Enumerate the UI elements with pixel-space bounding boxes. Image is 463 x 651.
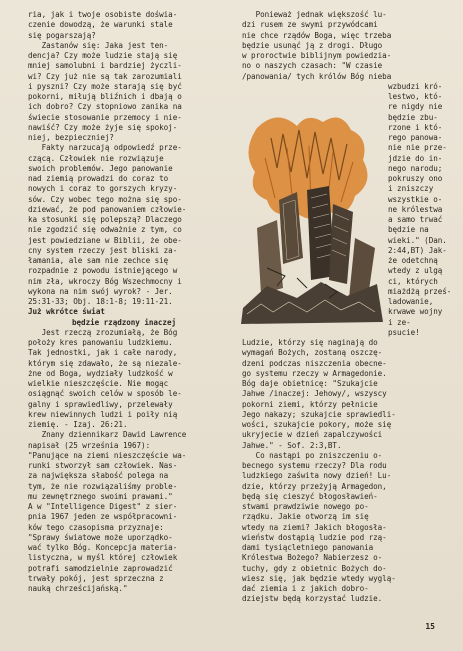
- collapsing-buildings-illustration: [237, 108, 385, 328]
- right_column_wrap-line: ci, których: [388, 276, 438, 286]
- right_column_wrap-line: krwawe wojny: [388, 307, 443, 317]
- right_column_wrap-line: pokruszy ono: [388, 174, 443, 183]
- left_column_2-line: mu zewnętrznego swoimi prawami.": [28, 491, 173, 501]
- left_column-line: ich dobro? Czy stopniowo zanika na: [28, 102, 182, 112]
- left_column_2-line: ków tego czasopisma przyznaje:: [28, 522, 164, 532]
- left_column-line: nowych i coraz to gorszych kryzy-: [28, 184, 178, 194]
- left_column-line: mniej samolubni i bardziej życzli-: [28, 61, 182, 71]
- left_column_2-line: osiągnąć swoich celów w sposób le-: [28, 389, 182, 399]
- left_column-line: się pogarszają?: [28, 30, 96, 40]
- section-heading: będzie rządzony inaczej: [72, 317, 177, 327]
- left_column_2-line: wać tylko Bóg. Koncepcja materia-: [28, 543, 178, 552]
- left_column-line: dencja? Czy może ludzie stają się: [28, 51, 178, 60]
- right_column_top-line: /panowania/ tych królów Bóg nieba: [242, 71, 392, 81]
- left_column-line: pokorni, miłują bliźnich i dbają o: [28, 92, 182, 101]
- left_column-line: i pyszni? Czy może starają się być: [28, 81, 182, 91]
- right_column_bottom-line: becnego systemu rzeczy? Dla rodu: [242, 461, 387, 470]
- left_column-line: cny system rzeczy jest bliski za-: [28, 245, 178, 255]
- right_column_top-line: dzi rusem ze swymi przywódcami: [242, 20, 378, 30]
- left_column_2-line: położy kres panowaniu ludzkiemu.: [28, 338, 173, 347]
- right_column_wrap-line: wtedy z ulgą: [388, 266, 443, 276]
- right_column_wrap-line: rego panowa-: [388, 133, 443, 142]
- right_column_wrap-line: a samo trwać: [388, 215, 443, 224]
- left_column-line: wi? Czy już nie są tak zarozumiali: [28, 71, 182, 81]
- left_column-line: niej, bezpieczniej?: [28, 133, 114, 142]
- left_column_2-line: żne od Boga, wydziały ludzkość w: [28, 368, 173, 378]
- right_column_wrap-line: i ze-: [388, 317, 411, 327]
- right_column_wrap-line: 2:44,BT) Jak-: [388, 245, 447, 255]
- right_column_bottom-line: dać ziemia i z jakich dobro-: [242, 584, 369, 593]
- right_column_bottom-line: ukryjecie w dzień zapalczywości: [242, 430, 383, 440]
- right_column_wrap-line: wszystkie o-: [388, 194, 443, 204]
- left_column_2-line: potrafi samodzielnie zaprowadzić: [28, 563, 173, 573]
- right_column_wrap-line: psucie!: [388, 327, 420, 337]
- left_column-line: łamania, ale sam nie zechce się: [28, 256, 169, 265]
- right_column_bottom-line: będą się cieszyć błogosławień-: [242, 491, 378, 501]
- right_column_wrap-line: ladowanie,: [388, 297, 434, 306]
- right_column_bottom-line: wieństw dostąpią ludzie pod rzą-: [242, 532, 387, 542]
- left_column_2-line: nauką chrześcijańską.": [28, 584, 128, 593]
- right_column_wrap-line: ne królestwa: [388, 204, 443, 214]
- left_column_2-line: którym się zdawało, że są niezale-: [28, 358, 182, 368]
- right_column_bottom-line: rządku. Jakie otworzą im się: [242, 512, 369, 522]
- left_column-line: swoich problemów. Jego panowanie: [28, 163, 173, 173]
- left_column_2-line: tym, że nie rozwiązaliśmy proble-: [28, 481, 178, 491]
- left_column_2-line: Tak jednostki, jak i całe narody,: [28, 348, 178, 358]
- right_column_top-line: nie chce rządów Boga, więc trzeba: [242, 30, 392, 40]
- right_column_wrap-line: miażdżą prześ-: [388, 286, 452, 296]
- page-number: 15: [425, 622, 435, 631]
- left_column-line: świecie stosowanie przemocy i nie-: [28, 112, 182, 122]
- left_column-line: nie zgodzić się odważnie z tym, co: [28, 225, 182, 235]
- right_column_wrap-line: wieki." (Dan.: [388, 235, 447, 245]
- right_column_wrap-line: lestwo, któ-: [388, 92, 443, 101]
- left-column: [28, 10, 233, 594]
- left_column_2-line: Znany dziennikarz Dawid Lawrence: [28, 430, 187, 440]
- right_column_top-line: Ponieważ jednak większość lu-: [242, 10, 387, 19]
- right_column_wrap-line: i zniszczy: [388, 184, 434, 194]
- right_column_bottom-line: tuchy, gdy z obietnic Bożych do-: [242, 563, 387, 573]
- left_column-line: ka stosunki się polepszą? Dlaczego: [28, 215, 182, 224]
- right_column_bottom-line: dzeni podczas niszczenia obecne-: [242, 358, 387, 368]
- left_column-line: Fakty narzucają odpowiedź prze-: [28, 143, 182, 153]
- left_column-line: 25:31-33; Obj. 18:1-8; 19:11-21.: [28, 297, 173, 306]
- right_column_bottom-line: Jahwe." - Sof. 2:3,BT.: [242, 440, 342, 450]
- left_column_2-line: galny i sprawiedliwy, przelewały: [28, 399, 173, 409]
- left_column-line: wykona na nim swój wyrok? - Jer.: [28, 286, 173, 296]
- left_column-line: nawiść? Czy może żyje się spokoj-: [28, 122, 178, 132]
- left_column_2-line: krew niewinnych ludzi i poiły nią: [28, 409, 178, 419]
- right_column_top-line: no o naszych czasach: "W czasie: [242, 61, 383, 71]
- right_column_bottom-line: Co nastąpi po zniszczeniu o-: [242, 450, 383, 460]
- right_column_bottom-line: go systemu rzeczy w Armagedonie.: [242, 368, 387, 378]
- right_column_top-line: w proroctwie biblijnym powiedzia-: [242, 51, 392, 60]
- right_column_bottom-line: wymagań Bożych, zostaną oszczę-: [242, 348, 383, 358]
- left_column_2-line: "Panujące na ziemi nieszczęście wa-: [28, 450, 187, 460]
- left_column_2-line: napisał (25 września 1967):: [28, 440, 151, 450]
- right_column_wrap-line: nie nie prze-: [388, 143, 447, 153]
- left_column-line: nim zła, wkroczy Bóg Wszechmocny i: [28, 276, 182, 286]
- right_column_wrap-line: re nigdy nie: [388, 102, 443, 112]
- right_column_bottom-line: dami tysiącletniego panowania: [242, 543, 374, 552]
- left_column_2-line: ziemię. - Izaj. 26:21.: [28, 420, 128, 429]
- left_column_2-line: trwały pokój, jest sprzeczna z: [28, 573, 164, 583]
- left_column_2-line: wielkie nieszczęście. Nie mogąc: [28, 379, 169, 388]
- left_column_2-line: pnia 1967 jeden ze współpracowni-: [28, 512, 178, 522]
- right_column_wrap-line: że odetchną: [388, 256, 438, 265]
- left_column-line: rozpadnie z powodu istniejącego w: [28, 266, 178, 276]
- left_column-line: ria, jak i twoje osobiste doświa-: [28, 10, 178, 19]
- left_column-line: nad ziemią prowadzi do coraz to: [28, 174, 169, 183]
- right_column_bottom-line: Bóg daje obietnicę: "Szukajcie: [242, 379, 378, 388]
- left_column_2-line: A w "Intelligence Digest" z sier-: [28, 502, 178, 511]
- right_column_bottom-line: Jego nakazy; szukajcie sprawiedli-: [242, 409, 396, 419]
- left_column_2-line: Jest rzeczą zrozumiałą, że Bóg: [28, 327, 178, 337]
- right_column_bottom-line: stwami prawdziwie nowego po-: [242, 502, 369, 511]
- section-heading: Już wkrótce świat: [28, 307, 105, 317]
- right_column_bottom-line: ludzkiego zaświta nowy dzień! Lu-: [242, 471, 392, 481]
- left_column_2-line: listyczna, w myśl której człowiek: [28, 553, 178, 563]
- left_column-line: jest powiedziane w Biblii, że obe-: [28, 235, 182, 245]
- right_column_bottom-line: wości, szukajcie pokory, może się: [242, 420, 392, 429]
- right_column_bottom-line: Jahwe /inaczej: Jehowy/, wszyscy: [242, 389, 387, 399]
- left_column_2-line: runki stworzył sam człowiek. Nas-: [28, 461, 178, 470]
- left_column-line: czenie dowodzą, że warunki stale: [28, 20, 173, 30]
- left_column-line: czącą. Człowiek nie rozwiązuje: [28, 153, 164, 163]
- right_column_wrap-line: wzbudzi kró-: [388, 81, 443, 91]
- left_column_2-line: za największa słabość polega na: [28, 471, 169, 481]
- right_column_bottom-line: wiesz się, jak będzie wtedy wyglą-: [242, 573, 396, 583]
- right_column_bottom-line: Ludzie, którzy się naginają do: [242, 338, 378, 347]
- right_column_wrap-line: będzie na: [388, 225, 429, 235]
- right_column_top-line: będzie usunąć ją z drogi. Długo: [242, 40, 383, 50]
- left_column_2-line: "Sprawy światowe może uporządko-: [28, 532, 173, 542]
- right_column_wrap-line: rzone i któ-: [388, 122, 443, 132]
- right_column_wrap-line: będzie zbu-: [388, 112, 438, 122]
- left_column-line: Zastanów się: Jaka jest ten-: [28, 40, 169, 50]
- right_column_bottom-line: pokorni ziemi, którzy pełnicie: [242, 399, 378, 409]
- left_column-line: sów. Czy wobec tego można się spo-: [28, 194, 182, 204]
- right_column_bottom-line: wtedy na ziemi? Jakich błogosła-: [242, 522, 387, 532]
- right_column_wrap-line: nego narodu;: [388, 163, 443, 173]
- right_column_bottom-line: dzie, którzy przeżyją Armagedon,: [242, 481, 387, 491]
- left_column-line: dziewać, że pod panowaniem człowie-: [28, 204, 187, 214]
- right_column_wrap-line: jdzie do in-: [388, 153, 443, 163]
- right_column_bottom-line: dziejstw będą korzystać ludzie.: [242, 594, 383, 604]
- right_column_bottom-line: Królestwa Bożego? Nabierzesz o-: [242, 553, 383, 563]
